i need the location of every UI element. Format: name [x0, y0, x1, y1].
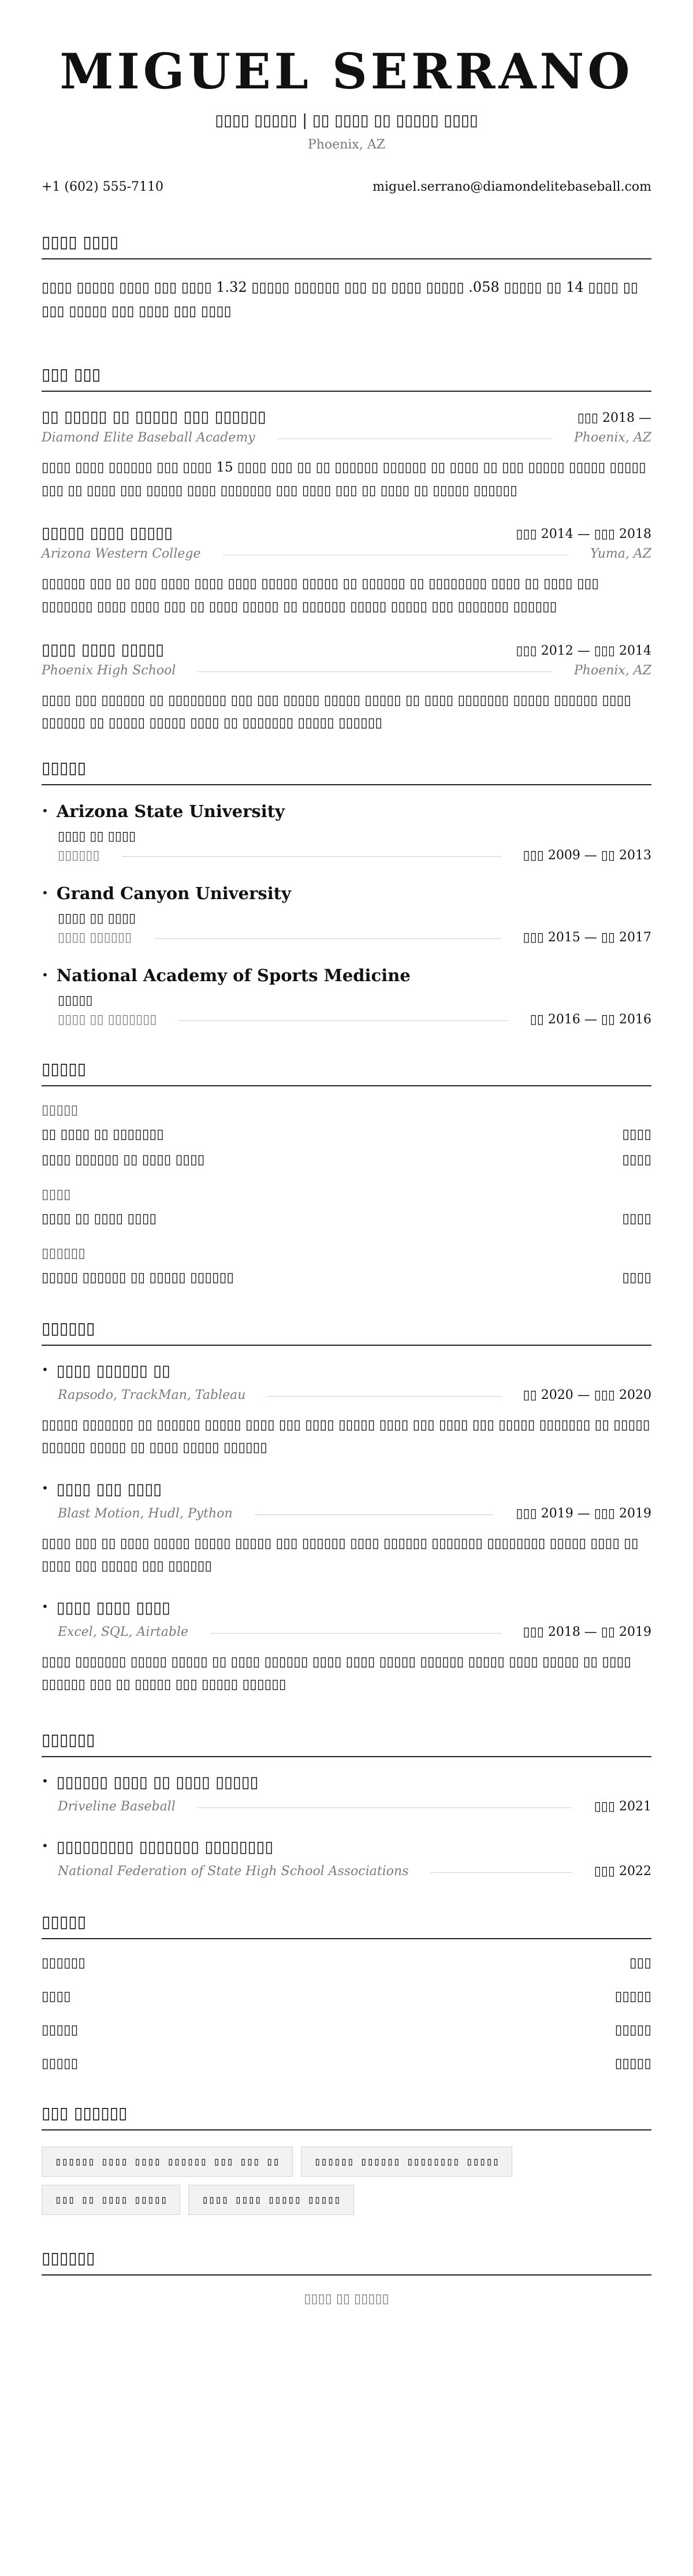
certification-issuer: Driveline Baseball: [58, 1799, 176, 1814]
projects-section: [42, 1319, 651, 1697]
bullet-icon: •: [42, 967, 49, 982]
interest-tag: ▯▯▯▯▯▯ ▯▯▯▯ ▯▯▯▯ ▯▯▯▯▯▯ ▯▯▯ ▯▯▯ ▯▯: [42, 2147, 293, 2177]
skill-row: [42, 1152, 651, 1167]
school-name: Arizona State University: [56, 801, 285, 821]
skill-row: [42, 1127, 651, 1142]
section-title: ▯▯▯▯ ▯▯▯▯: [42, 232, 651, 259]
certification-item: [42, 1838, 651, 1879]
language-level: ▯▯▯▯▯: [614, 2055, 651, 2071]
project-title: ▯▯▯▯ ▯▯▯▯ ▯▯▯▯: [56, 1598, 170, 1617]
job-location: Phoenix, AZ: [573, 430, 651, 446]
field-of-study: ▯▯▯▯ ▯▯ ▯▯▯▯▯▯▯: [58, 1012, 157, 1027]
project-description: ▯▯▯▯ ▯▯▯▯▯▯▯ ▯▯▯▯▯ ▯▯▯▯▯ ▯▯ ▯▯▯▯ ▯▯▯▯▯▯ ▯▯▯▯ ▯▯▯▯ ▯▯▯▯▯ ▯▯▯▯▯▯ ▯▯▯▯▯ ▯▯▯▯ ▯▯▯▯▯ ▯▯ ▯▯▯▯ ▯▯▯▯▯▯ ▯▯▯ ▯▯ ▯▯▯▯▯ ▯▯▯ ▯▯▯▯▯ ▯▯▯▯▯▯: [42, 1654, 631, 1692]
education-dates: ▯▯▯ 2015 — ▯▯ 2017: [523, 930, 651, 945]
dotted-leader: [430, 1872, 572, 1873]
interest-tag: ▯▯▯▯▯▯ ▯▯▯▯▯▯ ▯▯▯▯▯▯▯▯ ▯▯▯▯▯: [301, 2147, 512, 2177]
certification-date: ▯▯▯ 2022: [594, 1864, 651, 1879]
summary-section: [42, 232, 651, 324]
language-level: ▯▯▯▯▯: [614, 1988, 651, 2004]
skill-row: [42, 1270, 651, 1285]
project-description: ▯▯▯▯▯ ▯▯▯▯▯▯▯ ▯▯ ▯▯▯▯▯▯ ▯▯▯▯▯ ▯▯▯▯ ▯▯▯ ▯▯▯▯ ▯▯▯▯▯ ▯▯▯▯ ▯▯▯ ▯▯▯▯ ▯▯▯ ▯▯▯▯▯ ▯▯▯▯▯▯▯ ▯▯ ▯▯▯▯▯ ▯▯▯▯▯▯ ▯▯▯▯▯ ▯▯ ▯▯▯▯ ▯▯▯▯▯ ▯▯▯▯▯▯: [42, 1417, 650, 1456]
job-title: ▯▯▯▯▯ ▯▯▯▯ ▯▯▯▯▯: [42, 524, 173, 543]
project-tools: Excel, SQL, Airtable: [58, 1624, 189, 1639]
employer-name: Diamond Elite Baseball Academy: [42, 430, 255, 446]
experience-section: [42, 365, 651, 734]
project-description: ▯▯▯▯ ▯▯▯ ▯▯ ▯▯▯▯ ▯▯▯▯▯ ▯▯▯▯▯ ▯▯▯▯▯ ▯▯▯ ▯▯▯▯▯▯ ▯▯▯▯ ▯▯▯▯▯▯ ▯▯▯▯▯▯▯ ▯▯▯▯▯▯▯▯ ▯▯▯▯▯ ▯▯▯▯ ▯▯ ▯▯▯▯ ▯▯▯ ▯▯▯▯▯ ▯▯▯ ▯▯▯▯▯▯: [42, 1535, 639, 1574]
project-item: [42, 1362, 651, 1460]
languages-section: [42, 1912, 651, 2071]
field-of-study: ▯▯▯▯▯▯: [58, 848, 100, 863]
candidate-tagline: ▯▯▯▯ ▯▯▯▯▯ | ▯▯ ▯▯▯▯ ▯▯ ▯▯▯▯▯ ▯▯▯▯: [215, 111, 478, 129]
dotted-leader: [210, 1633, 501, 1634]
interest-tag: ▯▯▯▯ ▯▯▯▯ ▯▯▯▯▯ ▯▯▯▯▯: [188, 2185, 353, 2215]
school-name: National Academy of Sports Medicine: [56, 965, 411, 985]
section-title: ▯▯▯▯▯: [42, 1059, 651, 1086]
experience-item: [42, 641, 651, 735]
skill-level: ▯▯▯▯: [622, 1152, 651, 1167]
project-tools: Blast Motion, Hudl, Python: [58, 1506, 233, 1521]
section-title: ▯▯▯▯▯: [42, 1912, 651, 1939]
experience-item: [42, 524, 651, 618]
language-level: ▯▯▯: [629, 1955, 651, 1970]
language-name: ▯▯▯▯▯: [42, 2022, 79, 2037]
project-title: ▯▯▯▯ ▯▯▯ ▯▯▯▯: [56, 1480, 162, 1498]
language-row: [42, 2022, 651, 2037]
dotted-leader: [267, 1396, 501, 1397]
education-item: [42, 966, 651, 1027]
skill-group: [42, 1187, 651, 1226]
section-title: ▯▯▯ ▯▯▯▯▯▯: [42, 2103, 651, 2130]
job-title: ▯▯ ▯▯▯▯▯ ▯▯ ▯▯▯▯▯ ▯▯▯ ▯▯▯▯▯▯: [42, 408, 266, 426]
section-title: ▯▯▯▯▯▯: [42, 1319, 651, 1346]
education-dates: ▯▯▯ 2009 — ▯▯ 2013: [523, 848, 651, 863]
bullet-icon: •: [42, 1773, 49, 1788]
skill-name: ▯▯▯▯▯ ▯▯▯▯▯▯ ▯▯ ▯▯▯▯▯ ▯▯▯▯▯▯: [42, 1270, 234, 1285]
language-name: ▯▯▯▯▯▯: [42, 1955, 85, 1970]
section-title: ▯▯▯▯▯: [42, 758, 651, 785]
education-dates: ▯▯ 2016 — ▯▯ 2016: [530, 1012, 651, 1027]
dotted-leader: [198, 671, 552, 672]
skill-category: ▯▯▯▯▯▯: [42, 1245, 85, 1261]
job-dates: ▯▯▯ 2014 — ▯▯▯ 2018: [516, 527, 651, 542]
dotted-leader: [154, 938, 501, 939]
bullet-icon: •: [42, 1838, 49, 1853]
job-title: ▯▯▯▯ ▯▯▯▯ ▯▯▯▯▯: [42, 640, 164, 659]
job-dates: ▯▯▯ 2018 —: [577, 411, 651, 426]
skill-level: ▯▯▯▯: [622, 1211, 651, 1226]
section-title: ▯▯▯▯▯▯: [42, 1730, 651, 1757]
education-item: [42, 801, 651, 863]
skill-name: ▯▯▯▯ ▯▯ ▯▯▯▯ ▯▯▯▯: [42, 1211, 157, 1226]
certification-date: ▯▯▯ 2021: [594, 1799, 651, 1814]
certification-name: ▯▯▯▯▯▯▯▯▯ ▯▯▯▯▯▯▯ ▯▯▯▯▯▯▯▯: [56, 1838, 274, 1856]
email-address[interactable]: miguel.serrano@diamondelitebaseball.com: [372, 179, 651, 194]
job-description: ▯▯▯▯ ▯▯▯▯ ▯▯▯▯▯▯ ▯▯▯ ▯▯▯▯ 15 ▯▯▯▯ ▯▯▯ ▯▯ ▯▯ ▯▯▯▯▯▯ ▯▯▯▯▯▯ ▯▯ ▯▯▯▯ ▯▯ ▯▯▯ ▯▯▯▯▯ ▯▯▯▯▯ ▯▯▯▯▯ ▯▯▯ ▯▯ ▯▯▯▯ ▯▯▯ ▯▯▯▯▯ ▯▯▯▯ ▯▯▯▯▯▯▯ ▯▯▯ ▯▯▯▯ ▯▯▯ ▯▯ ▯▯▯▯ ▯▯ ▯▯▯▯▯ ▯▯▯▯▯▯: [42, 460, 646, 498]
language-level: ▯▯▯▯▯: [614, 2022, 651, 2037]
dotted-leader: [178, 1020, 508, 1021]
summary-text: ▯▯▯▯ ▯▯▯▯▯ ▯▯▯▯ ▯▯▯ ▯▯▯▯ 1.32 ▯▯▯▯▯ ▯▯▯▯▯▯ ▯▯▯ ▯▯ ▯▯▯▯ ▯▯▯▯▯ .058 ▯▯▯▯▯ ▯▯ 14 ▯▯▯▯ ▯▯ ▯▯▯ ▯▯▯▯▯ ▯▯▯ ▯▯▯▯ ▯▯▯ ▯▯▯▯: [42, 279, 639, 320]
references-section: [42, 2248, 651, 2306]
project-dates: ▯▯▯ 2018 — ▯▯ 2019: [523, 1624, 651, 1639]
degree-name: ▯▯▯▯▯: [58, 993, 93, 1008]
project-dates: ▯▯▯ 2019 — ▯▯▯ 2019: [516, 1506, 651, 1521]
candidate-name: MIGUEL SERRANO: [59, 43, 634, 100]
certifications-section: [42, 1730, 651, 1879]
contact-row: [42, 180, 651, 194]
skill-category: ▯▯▯▯: [42, 1186, 71, 1202]
references-text: ▯▯▯▯ ▯▯ ▯▯▯▯▯: [304, 2291, 389, 2306]
job-description: ▯▯▯▯ ▯▯▯ ▯▯▯▯▯▯ ▯▯ ▯▯▯▯▯▯▯▯ ▯▯▯ ▯▯▯ ▯▯▯▯▯ ▯▯▯▯▯ ▯▯▯▯▯ ▯▯ ▯▯▯▯ ▯▯▯▯▯▯▯ ▯▯▯▯▯ ▯▯▯▯▯▯ ▯▯▯▯ ▯▯▯▯▯▯ ▯▯ ▯▯▯▯▯ ▯▯▯▯▯ ▯▯▯▯ ▯▯ ▯▯▯▯▯▯▯ ▯▯▯▯▯ ▯▯▯▯▯▯: [42, 692, 631, 731]
education-item: [42, 884, 651, 945]
language-row: [42, 1989, 651, 2004]
project-tools: Rapsodo, TrackMan, Tableau: [58, 1387, 246, 1402]
job-dates: ▯▯▯ 2012 — ▯▯▯ 2014: [516, 643, 651, 658]
language-name: ▯▯▯▯▯: [42, 2055, 79, 2071]
project-item: [42, 1480, 651, 1578]
bullet-icon: •: [42, 1599, 49, 1613]
field-of-study: ▯▯▯▯ ▯▯▯▯▯▯: [58, 930, 132, 945]
candidate-location: Phoenix, AZ: [307, 137, 385, 152]
degree-name: ▯▯▯▯ ▯▯ ▯▯▯▯: [58, 829, 136, 844]
dotted-leader: [198, 1807, 572, 1808]
certification-item: [42, 1773, 651, 1814]
skill-name: ▯▯ ▯▯▯▯ ▯▯ ▯▯▯▯▯▯▯: [42, 1126, 164, 1142]
employer-name: Phoenix High School: [42, 663, 176, 678]
skill-level: ▯▯▯▯: [622, 1270, 651, 1285]
project-dates: ▯▯ 2020 — ▯▯▯ 2020: [523, 1387, 651, 1402]
bullet-icon: •: [42, 1480, 49, 1495]
skill-category: ▯▯▯▯▯: [42, 1102, 79, 1118]
experience-item: [42, 408, 651, 502]
bullet-icon: •: [42, 803, 49, 818]
job-location: Phoenix, AZ: [573, 663, 651, 678]
education-section: [42, 758, 651, 1027]
skill-group: [42, 1103, 651, 1167]
certification-issuer: National Federation of State High School Associations: [58, 1864, 409, 1879]
job-description: ▯▯▯▯▯▯ ▯▯▯ ▯▯ ▯▯▯ ▯▯▯▯ ▯▯▯▯ ▯▯▯▯ ▯▯▯▯▯ ▯▯▯▯▯ ▯▯ ▯▯▯▯▯▯ ▯▯ ▯▯▯▯▯▯▯▯ ▯▯▯▯ ▯▯ ▯▯▯▯ ▯▯▯ ▯▯▯▯▯▯▯ ▯▯▯▯ ▯▯▯▯ ▯▯▯ ▯▯ ▯▯▯▯ ▯▯▯▯▯ ▯▯ ▯▯▯▯▯▯ ▯▯▯▯▯ ▯▯▯▯▯ ▯▯▯ ▯▯▯▯▯▯▯ ▯▯▯▯▯▯: [42, 576, 599, 614]
degree-name: ▯▯▯▯ ▯▯ ▯▯▯▯: [58, 911, 136, 926]
skill-row: [42, 1211, 651, 1226]
language-row: [42, 2056, 651, 2071]
language-row: [42, 1955, 651, 1970]
section-title: ▯▯▯ ▯▯▯: [42, 365, 651, 392]
employer-name: Arizona Western College: [42, 547, 201, 562]
school-name: Grand Canyon University: [56, 883, 291, 903]
section-title: ▯▯▯▯▯▯: [42, 2248, 651, 2276]
certification-name: ▯▯▯▯▯▯ ▯▯▯▯ ▯▯ ▯▯▯▯ ▯▯▯▯▯: [56, 1773, 259, 1791]
interests-section: [42, 2103, 651, 2215]
bullet-icon: •: [42, 885, 49, 900]
interest-tag: ▯▯▯ ▯▯ ▯▯▯▯ ▯▯▯▯▯: [42, 2185, 180, 2215]
interest-tags: [42, 2147, 651, 2215]
skill-level: ▯▯▯▯: [622, 1126, 651, 1142]
phone-number[interactable]: +1 (602) 555-7110: [42, 179, 163, 194]
project-title: ▯▯▯▯ ▯▯▯▯▯▯ ▯▯: [56, 1361, 170, 1380]
skill-group: [42, 1246, 651, 1285]
dotted-leader: [122, 856, 501, 857]
language-name: ▯▯▯▯: [42, 1988, 71, 2004]
project-item: [42, 1599, 651, 1697]
job-location: Yuma, AZ: [590, 547, 651, 562]
skills-section: [42, 1059, 651, 1285]
bullet-icon: •: [42, 1362, 49, 1376]
skill-name: ▯▯▯▯ ▯▯▯▯▯▯ ▯▯ ▯▯▯▯ ▯▯▯▯: [42, 1152, 205, 1167]
